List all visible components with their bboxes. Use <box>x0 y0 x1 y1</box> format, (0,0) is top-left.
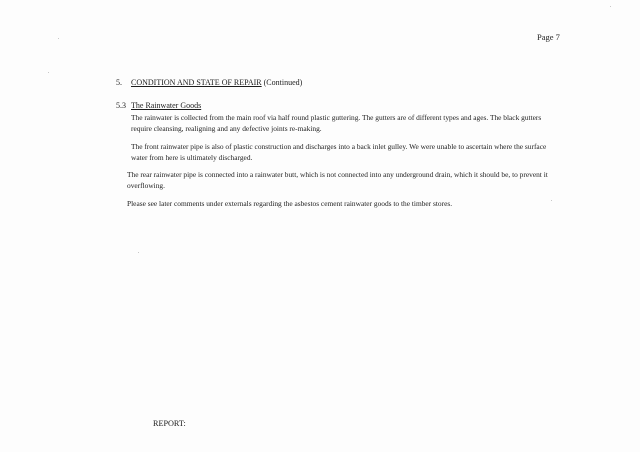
scan-speck <box>138 252 139 253</box>
subsection-number: 5.3 <box>116 101 126 110</box>
subsection-title: The Rainwater Goods <box>131 101 202 110</box>
scan-speck <box>58 38 59 39</box>
paragraph-gutters: The rainwater is collected from the main roof via half round plastic guttering. The gutters are of different types and ages. The black gutters require cleansing, realigning and any defective joints re-making. <box>131 113 542 133</box>
section-title-suffix: (Continued) <box>261 78 303 87</box>
section-title: CONDITION AND STATE OF REPAIR <box>131 78 262 87</box>
section-heading <box>116 78 302 87</box>
section-number: 5. <box>116 78 122 87</box>
page-number: Page 7 <box>537 32 560 42</box>
report-label: REPORT: <box>153 419 186 428</box>
paragraph-asbestos-note: Please see later comments under externals regarding the asbestos cement rainwater goods to the timber stores. <box>127 199 453 208</box>
paragraph-front-pipe: The front rainwater pipe is also of plastic construction and discharges into a back inlet gulley. We were unable to ascertain where the surface water from here is ultimately discharged. <box>131 142 547 162</box>
scan-speck <box>48 72 49 73</box>
scan-speck <box>551 200 552 201</box>
scan-speck <box>610 6 611 7</box>
subsection-heading <box>116 101 201 110</box>
paragraph-rear-pipe: The rear rainwater pipe is connected into a rainwater butt, which is not connected into any underground drain, which it should be, to prevent it overflowing. <box>127 170 548 190</box>
